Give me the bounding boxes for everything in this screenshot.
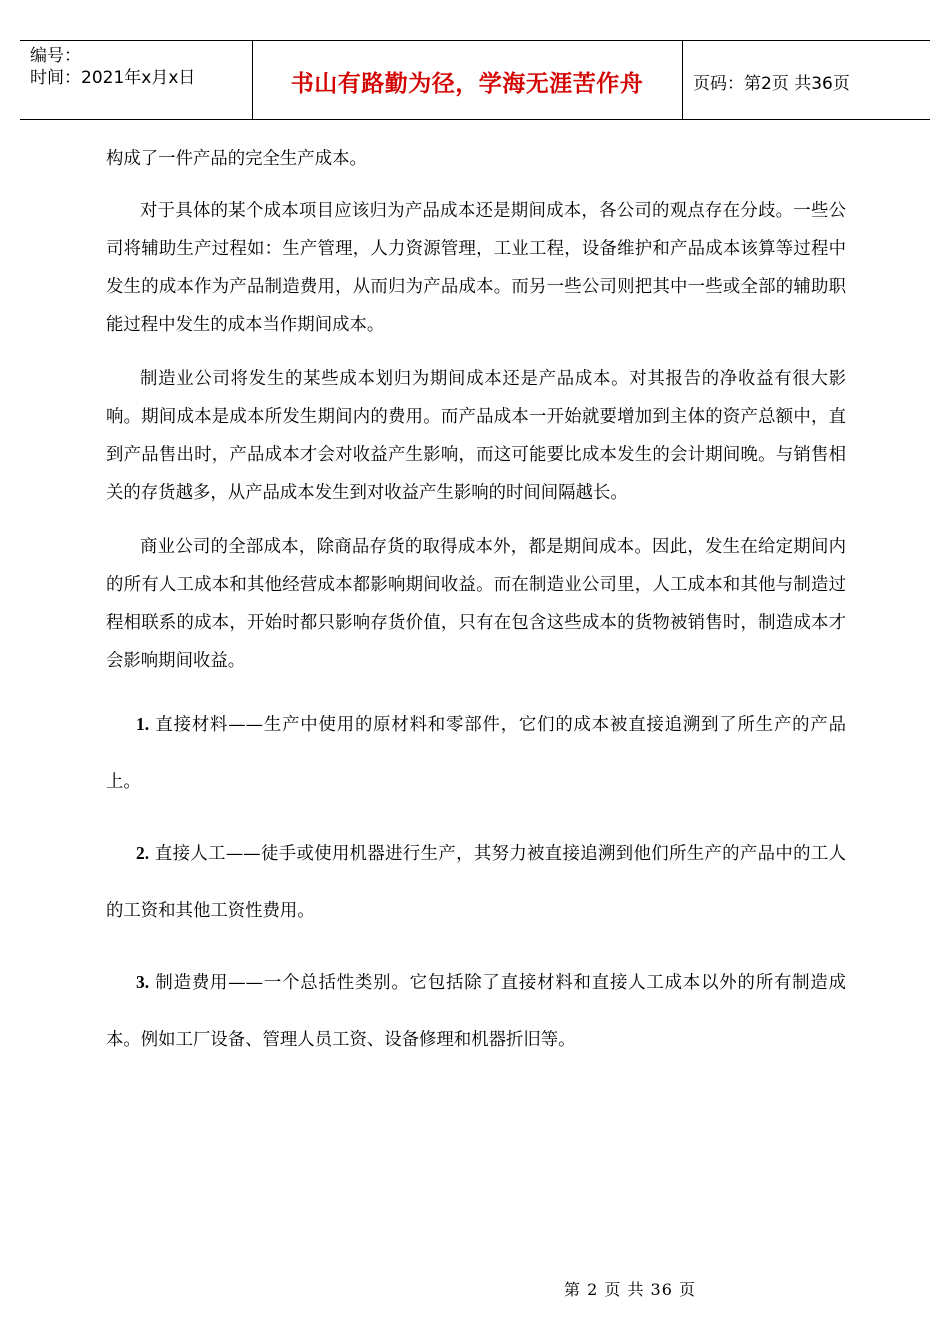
header-motto: 书山有路勤为径，学海无涯苦作舟 <box>290 70 644 97</box>
list-item-overhead <box>106 954 846 1069</box>
list-item-direct-materials <box>106 696 846 811</box>
header-meta <box>30 45 195 89</box>
document-number-label: 编号： <box>30 46 81 66</box>
list-item-number: 2. <box>136 843 150 863</box>
document-body <box>106 140 846 1083</box>
paragraph: 商业公司的全部成本，除商品存货的取得成本外，都是期间成本。因此，发生在给定期间内的所有人工成本和其他经营成本都影响期间收益。而在制造业公司里，人工成本和其他与制造过程相联系的成本，开始时都只影响存货价值，只有在包含这些成本的货物被销售时，制造成本才会影响期间收益。 <box>106 537 846 671</box>
document-date: 时间：2021年x月x日 <box>30 68 196 88</box>
list-item-text: 制造费用——一个总括性类别。它包括除了直接材料和直接人工成本以外的所有制造成本。例如工厂设备、管理人员工资、设备修理和机器折旧等。 <box>106 973 846 1050</box>
list-item-number: 3. <box>136 972 150 992</box>
paragraph: 制造业公司将发生的某些成本划归为期间成本还是产品成本。对其报告的净收益有很大影响。期间成本是成本所发生期间内的费用。而产品成本一开始就要增加到主体的资产总额中，直到产品售出时，产品成本才会对收益产生影响，而这可能要比成本发生的会计期间晚。与销售相关的存货越多，从产品成本发生到对收益产生影响的时间间隔越长。 <box>106 369 846 503</box>
list-item-number: 1. <box>136 714 150 734</box>
list-item-text: 直接材料——生产中使用的原材料和零部件，它们的成本被直接追溯到了所生产的产品上。 <box>106 715 846 792</box>
page-footer: 第 2 页 共 36 页 <box>564 1280 696 1299</box>
page-header <box>20 40 930 120</box>
header-page-info: 页码：第2页 共36页 <box>693 73 850 94</box>
list-item-direct-labor <box>106 825 846 940</box>
list-item-text: 直接人工——徒手或使用机器进行生产，其努力被直接追溯到他们所生产的产品中的工人的工资和其他工资性费用。 <box>106 844 846 921</box>
paragraph: 对于具体的某个成本项目应该归为产品成本还是期间成本，各公司的观点存在分歧。一些公司将辅助生产过程如：生产管理，人力资源管理，工业工程，设备维护和产品成本该算等过程中发生的成本作为产品制造费用，从而归为产品成本。而另一些公司则把其中一些或全部的辅助职能过程中发生的成本当作期间成本。 <box>106 201 846 335</box>
paragraph: 构成了一件产品的完全生产成本。 <box>106 149 367 169</box>
header-divider <box>682 41 683 119</box>
